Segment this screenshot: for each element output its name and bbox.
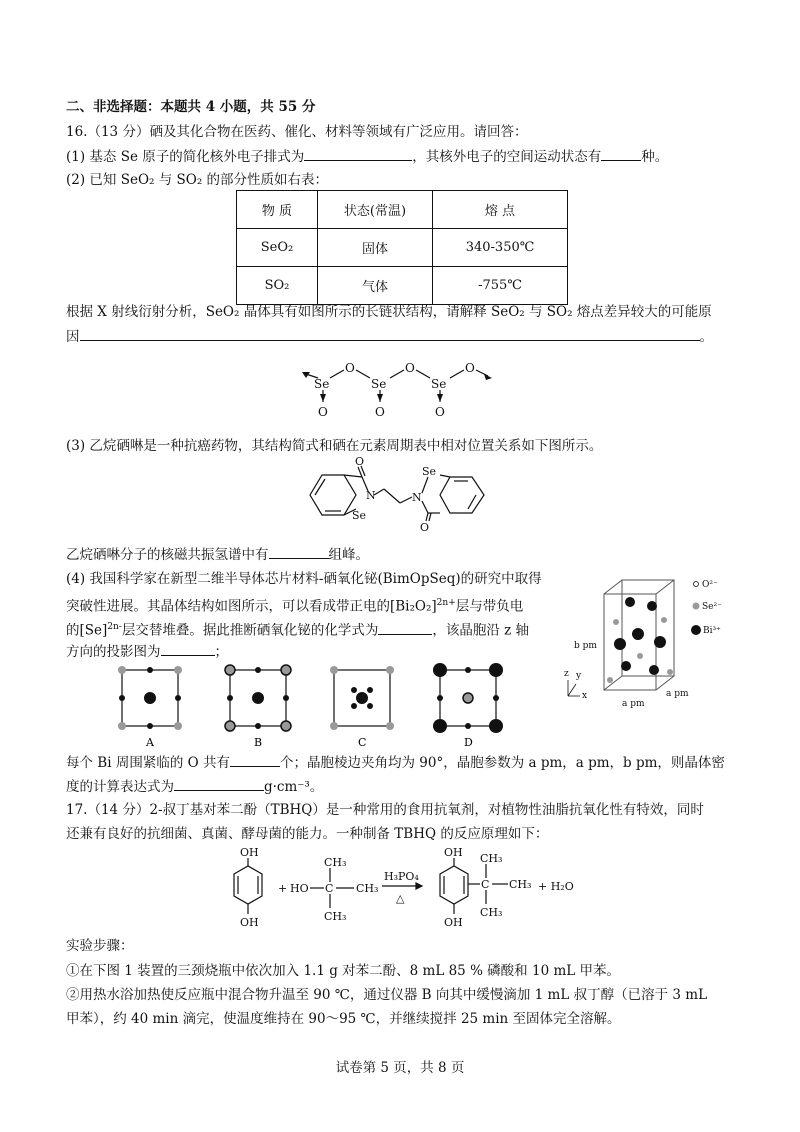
q16-part4-l3 — [66, 618, 529, 640]
step-2-cont: 甲苯），约 40 min 滴完，使温度维持在 90～95 ℃，并继续搅拌 25 min 至固体完全溶解。 — [66, 1011, 621, 1027]
chain-o-label: O — [318, 405, 328, 419]
table-cell: 固体 — [318, 229, 433, 267]
mol-se-label: Se — [422, 465, 437, 478]
property-table — [236, 190, 568, 305]
q16-part3: (3) 乙烷硒啉是一种抗癌药物，其结构简式和硒在元素周期表中相对位置关系如下图所示。 — [66, 438, 603, 454]
reaction-scheme — [220, 844, 600, 936]
projection-options — [110, 662, 510, 750]
page-footer: 试卷第 5 页，共 8 页 — [335, 1060, 465, 1076]
option-c[interactable] — [330, 666, 394, 749]
q17-line1: 17.（14 分）2-叔丁基对苯二酚（TBHQ）是一种常用的食用抗氧剂，对植物性油脂抗氧化性有特效，同时 — [66, 802, 704, 818]
table-cell: 气体 — [318, 267, 433, 305]
p4-text: 的[Se] — [66, 622, 108, 639]
q16-part2: (2) 已知 SeO₂ 与 SO₂ 的部分性质如右表： — [66, 172, 329, 188]
q16-p1-text-c: 种。 — [641, 149, 669, 165]
p4-sup: 2n+ — [436, 598, 456, 608]
q16-intro: 16.（13 分）硒及其化合物在医药、催化、材料等领域有广泛应用。请回答： — [66, 124, 528, 140]
table-cell: SO₂ — [237, 267, 318, 305]
p4-text: 方向的投影图为 — [66, 644, 161, 660]
rxn-plus: + — [278, 882, 288, 895]
p4-text: 度的计算表达式为 — [66, 779, 174, 795]
legend-bi: Bi³⁺ — [703, 626, 721, 636]
option-b[interactable] — [225, 665, 291, 749]
xray-text-2 — [66, 327, 713, 346]
option-d[interactable] — [433, 663, 503, 749]
table-cell: -755℃ — [433, 267, 568, 305]
mol-n-label: N — [412, 491, 422, 504]
q16-p1-text-a: (1) 基态 Se 原子的简化核外电子排式为 — [66, 149, 305, 165]
chain-se-label: Se — [431, 377, 447, 391]
answer-blank[interactable] — [304, 147, 412, 161]
p4-text-b: ； — [214, 644, 228, 660]
option-label: B — [254, 736, 263, 749]
rxn-ch3: CH₃ — [480, 906, 503, 919]
chain-se-label: Se — [371, 377, 387, 391]
answer-blank[interactable] — [161, 642, 215, 656]
table-header: 熔 点 — [433, 191, 568, 229]
xray-text: 根据 X 射线衍射分析，SeO₂ 晶体具有如图所示的长链状结构，请解释 SeO₂ 与 SO₂ 熔点差异较大的可能原 — [66, 304, 712, 320]
q16-part4-l1: (4) 我国科学家在新型二维半导体芯片材料-硒氧化铋(BimOpSeq)的研究中取得 — [66, 571, 542, 587]
rxn-oh: OH — [444, 846, 463, 859]
cell-b-label: b pm — [574, 641, 597, 651]
p4-text-b: 层交替堆叠。据此推断硒氧化铋的化学式为 — [121, 622, 379, 639]
table-header: 状态(常温) — [318, 191, 433, 229]
answer-blank[interactable] — [601, 147, 641, 161]
answer-blank[interactable] — [269, 545, 329, 559]
chain-se-label: Se — [314, 377, 330, 391]
chain-o-label: O — [405, 361, 415, 375]
table-cell: SeO₂ — [237, 229, 318, 267]
chain-o-label: O — [345, 361, 355, 375]
rxn-oh: OH — [444, 916, 463, 929]
q16-part1 — [66, 147, 668, 166]
p4-text-b: 个；晶胞棱边夹角均为 90°，晶胞参数为 a pm，a pm，b pm，则晶体密 — [279, 755, 725, 771]
answer-blank[interactable] — [378, 621, 432, 635]
nmr-line — [66, 545, 369, 564]
answer-blank[interactable] — [174, 777, 264, 791]
molecule-structure — [300, 455, 500, 535]
axis-x-label: x — [582, 691, 588, 701]
mol-o-label: O — [355, 455, 365, 468]
section-header: 二、非选择题：本题共 4 小题，共 55 分 — [66, 99, 316, 115]
xray-text-c: 。 — [699, 329, 713, 345]
rxn-ch3: CH₃ — [480, 852, 503, 865]
table-cell: 340-350℃ — [433, 229, 568, 267]
step-1: ①在下图 1 装置的三颈烧瓶中依次加入 1.1 g 对苯二酚、8 mL 85 % 磷酸和 10 mL 甲苯。 — [66, 963, 621, 979]
mol-o-label: O — [420, 521, 430, 534]
chain-o-label: O — [465, 361, 475, 375]
rxn-reagent: H₃PO₄ — [384, 870, 419, 883]
option-label: C — [358, 736, 367, 749]
option-a[interactable] — [118, 666, 182, 749]
rxn-oh: OH — [240, 916, 259, 929]
mol-se-label: Se — [352, 509, 367, 522]
xray-text-b: 因 — [66, 329, 80, 345]
table-header: 物 质 — [237, 191, 318, 229]
mol-n-label: N — [366, 489, 376, 502]
cell-a-label: a pm — [622, 699, 645, 709]
rxn-c: C — [325, 882, 334, 895]
rxn-ch3: CH₃ — [324, 910, 347, 923]
crystal-cell-diagram — [560, 572, 730, 712]
q17-line2: 还兼有良好的抗细菌、真菌、酵母菌的能力。一种制备 TBHQ 的反应原理如下： — [66, 826, 549, 842]
cell-a-label: a pm — [666, 689, 689, 699]
p4-text: 每个 Bi 周围紧临的 O 共有 — [66, 755, 230, 771]
chain-o-label: O — [375, 405, 385, 419]
p4-text-b: 层与带负电 — [455, 598, 524, 615]
q16-part4-l2 — [66, 594, 523, 616]
p4-text: 突破性进展。其晶体结构如图所示，可以看成带正电的[Bi₂O₂] — [66, 598, 437, 615]
nmr-text-b: 组峰。 — [328, 547, 369, 563]
step-2: ②用热水浴加热使反应瓶中混合物升温至 90 ℃，通过仪器 B 向其中缓慢滴加 1 mL 叔丁醇（已溶于 3 mL — [66, 987, 708, 1003]
rxn-condition: △ — [396, 892, 405, 905]
option-label: A — [146, 736, 154, 749]
nmr-text-a: 乙烷硒啉分子的核磁共振氢谱中有 — [66, 547, 269, 563]
p4-text-c: ，该晶胞沿 z 轴 — [432, 622, 530, 639]
q16-p1-text-b: ，其核外电子的空间运动状态有 — [412, 149, 602, 165]
p4-sup: 2n- — [107, 622, 122, 632]
rxn-ho: HO — [290, 882, 309, 895]
rxn-ch3: CH₃ — [324, 856, 347, 869]
seo2-chain-diagram — [290, 356, 500, 426]
axis-y-label: y — [576, 671, 582, 681]
q16-part4-l5 — [66, 753, 725, 772]
answer-blank[interactable] — [80, 327, 700, 341]
axis-z-label: z — [564, 669, 569, 679]
chain-o-label: O — [435, 405, 445, 419]
q16-part4-l6 — [66, 777, 323, 796]
p4-text-b: g·cm⁻³。 — [264, 779, 324, 795]
rxn-ch3: CH₃ — [509, 878, 532, 891]
option-label: D — [464, 736, 473, 749]
rxn-water: + H₂O — [538, 880, 574, 893]
legend-se: Se²⁻ — [702, 602, 722, 612]
legend-o: O²⁻ — [702, 580, 718, 590]
rxn-oh: OH — [240, 846, 259, 859]
steps-title: 实验步骤： — [66, 938, 134, 954]
rxn-c: C — [481, 878, 490, 891]
answer-blank[interactable] — [230, 753, 280, 767]
rxn-ch3: CH₃ — [356, 882, 379, 895]
q16-part4-l4 — [66, 642, 228, 661]
